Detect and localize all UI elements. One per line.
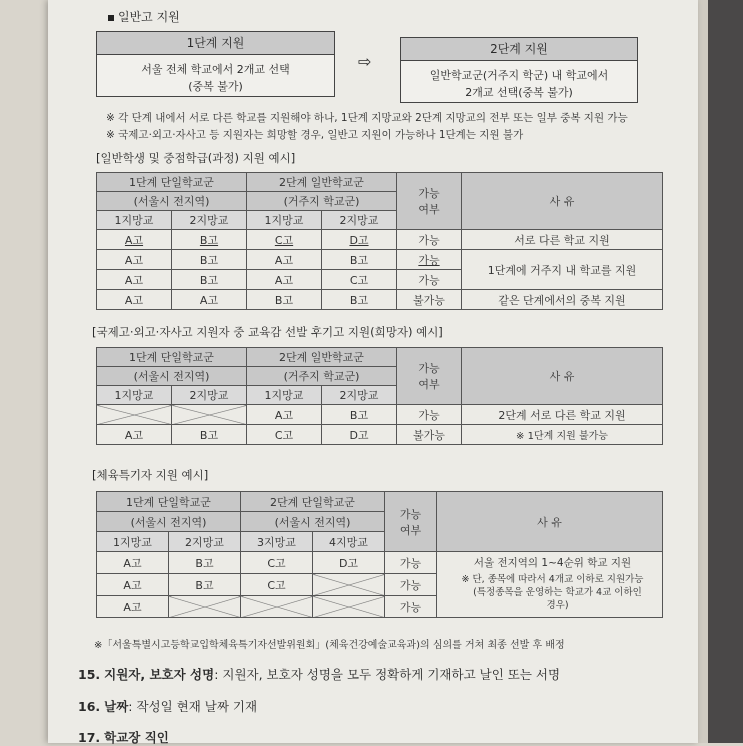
cell: A고: [247, 270, 322, 290]
t3-h3a: 가능: [399, 507, 422, 521]
cell: 가능: [397, 270, 462, 290]
crossed-cell: [169, 596, 241, 618]
t2-sub: 2지망교: [172, 386, 247, 405]
cell: B고: [322, 250, 397, 270]
t3-h3b: 여부: [399, 523, 422, 537]
cell: C고: [322, 270, 397, 290]
stage2-box: [400, 37, 638, 103]
table1-caption: [일반학생 및 중점학급(과정) 지원 예시]: [96, 151, 296, 165]
t3-h1b: (서울시 전지역): [97, 512, 241, 532]
cell: B고: [322, 290, 397, 310]
table-row: [97, 552, 663, 574]
cell: D고: [313, 552, 385, 574]
cell: B고: [172, 250, 247, 270]
cell: 가능: [397, 230, 462, 250]
t1-sub: 2지망교: [172, 211, 247, 230]
t2-h2b: (거주지 학교군): [247, 367, 397, 386]
t2-h2a: 2단계 일반학교군: [247, 348, 397, 367]
t1-h3: [397, 173, 462, 230]
t2-h1a: 1단계 단일학교군: [97, 348, 247, 367]
table-row: [97, 405, 663, 425]
crossed-cell: [97, 405, 172, 425]
reason-cell: 1단계에 거주지 내 학교를 지원: [462, 250, 663, 290]
stage2-line2: 2개교 선택(중복 불가): [465, 86, 573, 99]
item-label: 학교장 직인: [104, 730, 169, 745]
crossed-cell: [241, 596, 313, 618]
crossed-cell: [313, 596, 385, 618]
t1-h2a: 2단계 일반학교군: [247, 173, 397, 192]
cell: A고: [97, 425, 172, 445]
cell: 가능: [385, 574, 437, 596]
cell: 가능: [385, 552, 437, 574]
cell: B고: [247, 290, 322, 310]
cell: A고: [97, 270, 172, 290]
section-heading: [108, 8, 180, 25]
table1: [96, 172, 663, 310]
cell: 가능: [397, 405, 462, 425]
page-edge: [698, 0, 708, 743]
t1-sub: 2지망교: [322, 211, 397, 230]
cell: B고: [169, 552, 241, 574]
reason-line: 서울 전지역의 1~4순위 학교 지원: [473, 557, 632, 569]
item-17: [78, 728, 169, 746]
t3-h3: [385, 492, 437, 552]
item-15: [78, 665, 560, 683]
reason-cell: 같은 단계에서의 중복 지원: [462, 290, 663, 310]
cell: C고: [247, 425, 322, 445]
t1-sub: 1지망교: [97, 211, 172, 230]
table3: [96, 491, 663, 618]
t2-sub: 1지망교: [247, 386, 322, 405]
section-title: 일반고 지원: [118, 10, 180, 24]
t2-h3: [397, 348, 462, 405]
item-number: 17.: [78, 730, 101, 745]
cell: A고: [97, 574, 169, 596]
t1-h3b: 여부: [418, 203, 440, 216]
reason-cell: 2단계 서로 다른 학교 지원: [462, 405, 663, 425]
stage1-title: 1단계 지원: [97, 32, 334, 55]
cell: B고: [172, 230, 247, 250]
item-label: 지원자, 보호자 성명: [104, 667, 215, 682]
cell: A고: [97, 290, 172, 310]
cell: D고: [322, 230, 397, 250]
item-number: 16.: [78, 699, 101, 714]
t2-h3a: 가능: [418, 362, 440, 375]
stage2-title: 2단계 지원: [401, 38, 637, 61]
cell: A고: [97, 552, 169, 574]
t1-h2b: (거주지 학교군): [247, 192, 397, 211]
crossed-cell: [172, 405, 247, 425]
reason-note: ※ 단, 종목에 따라서 4개교 이하로 지원가능: [461, 574, 644, 585]
cell: A고: [172, 290, 247, 310]
cell: C고: [241, 552, 313, 574]
document-page: [48, 0, 698, 743]
t3-h2a: 2단계 단일학교군: [241, 492, 385, 512]
t1-h1a: 1단계 단일학교군: [97, 173, 247, 192]
t3-sub: 1지망교: [97, 532, 169, 552]
cell: 가능: [385, 596, 437, 618]
item-text: : 작성일 현재 날짜 기재: [128, 699, 258, 714]
stage2-line1: 일반학교군(거주지 학군) 내 학교에서: [429, 69, 609, 82]
item-16: [78, 697, 257, 715]
cell: A고: [247, 405, 322, 425]
cell: 불가능: [397, 425, 462, 445]
right-arrow-icon: ⇨: [358, 52, 372, 71]
reason-cell: [437, 552, 663, 618]
stage1-line1: 서울 전체 학교에서 2개교 선택: [141, 63, 290, 76]
t3-h1a: 1단계 단일학교군: [97, 492, 241, 512]
t3-h2b: (서울시 전지역): [241, 512, 385, 532]
table2: [96, 347, 663, 445]
cell: 불가능: [397, 290, 462, 310]
table-row: [97, 425, 663, 445]
cell: B고: [322, 405, 397, 425]
cell: B고: [172, 270, 247, 290]
t1-sub: 1지망교: [247, 211, 322, 230]
cell: C고: [247, 230, 322, 250]
t2-h1b: (서울시 전지역): [97, 367, 247, 386]
cell: B고: [169, 574, 241, 596]
table-row: [97, 290, 663, 310]
bullet-square-icon: [108, 15, 114, 21]
t3-sub: 4지망교: [313, 532, 385, 552]
t1-h3a: 가능: [418, 187, 440, 200]
note-2: ※ 국제고·외고·자사고 등 지원자는 희망할 경우, 일반고 지원이 가능하나 1단계는 지원 불가: [106, 129, 524, 141]
t3-sub: 3지망교: [241, 532, 313, 552]
table3-footnote: ※「서울특별시고등학교입학체육특기자선발위원회」(체육건강예술교육과)의 심의를 거쳐 최종 선발 후 배정: [94, 640, 565, 651]
table3-caption: [체육특기자 지원 예시]: [92, 468, 209, 482]
t3-sub: 2지망교: [169, 532, 241, 552]
table2-caption: [국제고·외고·자사고 지원자 중 교육감 선발 후기고 지원(희망자) 예시]: [92, 325, 443, 339]
reason-note: (특정종목을 운영하는 학교가 4교 이하인: [473, 587, 642, 598]
background-dark-area: [698, 0, 743, 743]
cell: 가능: [397, 250, 462, 270]
stage1-line2: (중복 불가): [188, 80, 243, 93]
stage1-box: [96, 31, 335, 97]
note-1: ※ 각 단계 내에서 서로 다른 학교를 지원해야 하나, 1단계 지망교와 2단계 지망교의 전부 또는 일부 중복 지원 가능: [106, 112, 628, 124]
t1-h4: 사 유: [462, 173, 663, 230]
item-number: 15.: [78, 667, 101, 682]
cell: A고: [97, 596, 169, 618]
item-text: : 지원자, 보호자 성명을 모두 정확하게 기재하고 날인 또는 서명: [214, 667, 561, 682]
t2-h3b: 여부: [418, 378, 440, 391]
t3-h4: 사 유: [437, 492, 663, 552]
t2-h4: 사 유: [462, 348, 663, 405]
t2-sub: 1지망교: [97, 386, 172, 405]
cell: C고: [241, 574, 313, 596]
reason-cell: 서로 다른 학교 지원: [462, 230, 663, 250]
crossed-cell: [313, 574, 385, 596]
t2-sub: 2지망교: [322, 386, 397, 405]
item-label: 날짜: [104, 699, 129, 714]
cell: A고: [97, 230, 172, 250]
t1-h1b: (서울시 전지역): [97, 192, 247, 211]
table-row: [97, 230, 663, 250]
reason-cell: ※ 1단계 지원 불가능: [462, 425, 663, 445]
cell: D고: [322, 425, 397, 445]
cell: B고: [172, 425, 247, 445]
cell: A고: [247, 250, 322, 270]
table-row: [97, 250, 663, 270]
cell: A고: [97, 250, 172, 270]
reason-note: 경우): [546, 600, 569, 611]
